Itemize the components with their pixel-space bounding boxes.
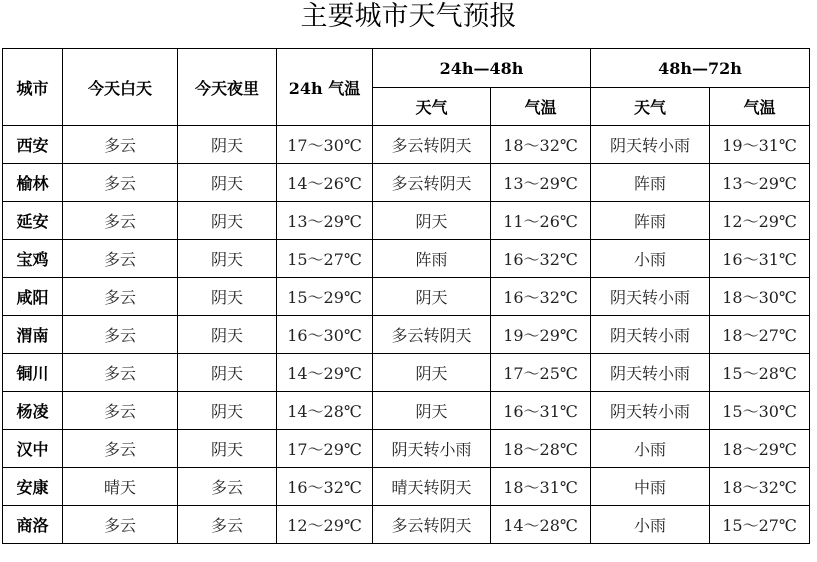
city-cell: 汉中 [3, 430, 63, 468]
temp-72h-cell: 18～27℃ [710, 316, 810, 354]
temp-48h-cell: 16～32℃ [491, 240, 591, 278]
day-weather-cell: 多云 [63, 430, 178, 468]
temp-48h-cell: 19～29℃ [491, 316, 591, 354]
temp-24h-cell: 14～29℃ [277, 354, 373, 392]
weather-48h-cell: 多云转阴天 [373, 164, 491, 202]
city-cell: 商洛 [3, 506, 63, 544]
header-24-48h: 24h—48h [373, 49, 591, 88]
day-weather-cell: 多云 [63, 202, 178, 240]
temp-72h-cell: 19～31℃ [710, 126, 810, 164]
night-weather-cell: 阴天 [178, 278, 277, 316]
day-weather-cell: 多云 [63, 392, 178, 430]
temp-24h-cell: 14～28℃ [277, 392, 373, 430]
temp-48h-cell: 13～29℃ [491, 164, 591, 202]
day-weather-cell: 多云 [63, 354, 178, 392]
temp-48h-cell: 18～31℃ [491, 468, 591, 506]
day-weather-cell: 多云 [63, 316, 178, 354]
forecast-table [2, 48, 810, 544]
header-48-72h: 48h—72h [591, 49, 810, 88]
header-72h-temp: 气温 [710, 88, 810, 126]
city-cell: 安康 [3, 468, 63, 506]
city-cell: 延安 [3, 202, 63, 240]
city-cell: 杨凌 [3, 392, 63, 430]
table-row [3, 392, 810, 430]
table-row [3, 316, 810, 354]
temp-72h-cell: 15～27℃ [710, 506, 810, 544]
weather-72h-cell: 阵雨 [591, 164, 710, 202]
temp-48h-cell: 16～32℃ [491, 278, 591, 316]
temp-48h-cell: 11～26℃ [491, 202, 591, 240]
day-weather-cell: 多云 [63, 278, 178, 316]
weather-48h-cell: 阴天 [373, 278, 491, 316]
night-weather-cell: 阴天 [178, 354, 277, 392]
weather-48h-cell: 晴天转阴天 [373, 468, 491, 506]
table-row [3, 126, 810, 164]
temp-24h-cell: 16～32℃ [277, 468, 373, 506]
temp-72h-cell: 18～29℃ [710, 430, 810, 468]
header-city: 城市 [3, 49, 63, 126]
header-24h-temp: 24h 气温 [277, 49, 373, 126]
weather-72h-cell: 阵雨 [591, 202, 710, 240]
page-title: 主要城市天气预报 [300, 1, 517, 32]
night-weather-cell: 阴天 [178, 202, 277, 240]
weather-48h-cell: 阴天 [373, 354, 491, 392]
temp-24h-cell: 16～30℃ [277, 316, 373, 354]
day-weather-cell: 多云 [63, 164, 178, 202]
weather-48h-cell: 多云转阴天 [373, 126, 491, 164]
city-cell: 铜川 [3, 354, 63, 392]
temp-48h-cell: 16～31℃ [491, 392, 591, 430]
header-48h-weather: 天气 [373, 88, 491, 126]
city-cell: 咸阳 [3, 278, 63, 316]
weather-72h-cell: 阴天转小雨 [591, 354, 710, 392]
day-weather-cell: 多云 [63, 126, 178, 164]
weather-72h-cell: 小雨 [591, 430, 710, 468]
city-cell: 榆林 [3, 164, 63, 202]
temp-24h-cell: 13～29℃ [277, 202, 373, 240]
header-72h-weather: 天气 [591, 88, 710, 126]
day-weather-cell: 多云 [63, 240, 178, 278]
weather-48h-cell: 阴天转小雨 [373, 430, 491, 468]
city-cell: 宝鸡 [3, 240, 63, 278]
weather-48h-cell: 多云转阴天 [373, 506, 491, 544]
temp-24h-cell: 17～30℃ [277, 126, 373, 164]
weather-48h-cell: 阴天 [373, 392, 491, 430]
city-cell: 西安 [3, 126, 63, 164]
header-today-day: 今天白天 [63, 49, 178, 126]
temp-24h-cell: 17～29℃ [277, 430, 373, 468]
temp-24h-cell: 15～27℃ [277, 240, 373, 278]
temp-48h-cell: 18～28℃ [491, 430, 591, 468]
night-weather-cell: 阴天 [178, 316, 277, 354]
night-weather-cell: 阴天 [178, 126, 277, 164]
temp-24h-cell: 15～29℃ [277, 278, 373, 316]
table-row [3, 240, 810, 278]
weather-72h-cell: 阴天转小雨 [591, 392, 710, 430]
weather-48h-cell: 阵雨 [373, 240, 491, 278]
weather-72h-cell: 阴天转小雨 [591, 126, 710, 164]
weather-48h-cell: 阴天 [373, 202, 491, 240]
table-row [3, 164, 810, 202]
table-row [3, 430, 810, 468]
weather-72h-cell: 小雨 [591, 506, 710, 544]
table-row [3, 506, 810, 544]
temp-72h-cell: 12～29℃ [710, 202, 810, 240]
table-row [3, 468, 810, 506]
temp-48h-cell: 17～25℃ [491, 354, 591, 392]
weather-72h-cell: 阴天转小雨 [591, 316, 710, 354]
night-weather-cell: 阴天 [178, 430, 277, 468]
night-weather-cell: 阴天 [178, 392, 277, 430]
city-cell: 渭南 [3, 316, 63, 354]
temp-72h-cell: 13～29℃ [710, 164, 810, 202]
weather-72h-cell: 小雨 [591, 240, 710, 278]
weather-72h-cell: 阴天转小雨 [591, 278, 710, 316]
night-weather-cell: 阴天 [178, 240, 277, 278]
night-weather-cell: 多云 [178, 506, 277, 544]
temp-72h-cell: 16～31℃ [710, 240, 810, 278]
table-row [3, 278, 810, 316]
night-weather-cell: 阴天 [178, 164, 277, 202]
header-today-night: 今天夜里 [178, 49, 277, 126]
night-weather-cell: 多云 [178, 468, 277, 506]
temp-72h-cell: 18～32℃ [710, 468, 810, 506]
table-row [3, 202, 810, 240]
temp-72h-cell: 15～28℃ [710, 354, 810, 392]
temp-72h-cell: 15～30℃ [710, 392, 810, 430]
temp-48h-cell: 18～32℃ [491, 126, 591, 164]
weather-48h-cell: 多云转阴天 [373, 316, 491, 354]
day-weather-cell: 多云 [63, 506, 178, 544]
temp-72h-cell: 18～30℃ [710, 278, 810, 316]
temp-24h-cell: 14～26℃ [277, 164, 373, 202]
weather-72h-cell: 中雨 [591, 468, 710, 506]
temp-48h-cell: 14～28℃ [491, 506, 591, 544]
header-48h-temp: 气温 [491, 88, 591, 126]
temp-24h-cell: 12～29℃ [277, 506, 373, 544]
day-weather-cell: 晴天 [63, 468, 178, 506]
table-row [3, 354, 810, 392]
